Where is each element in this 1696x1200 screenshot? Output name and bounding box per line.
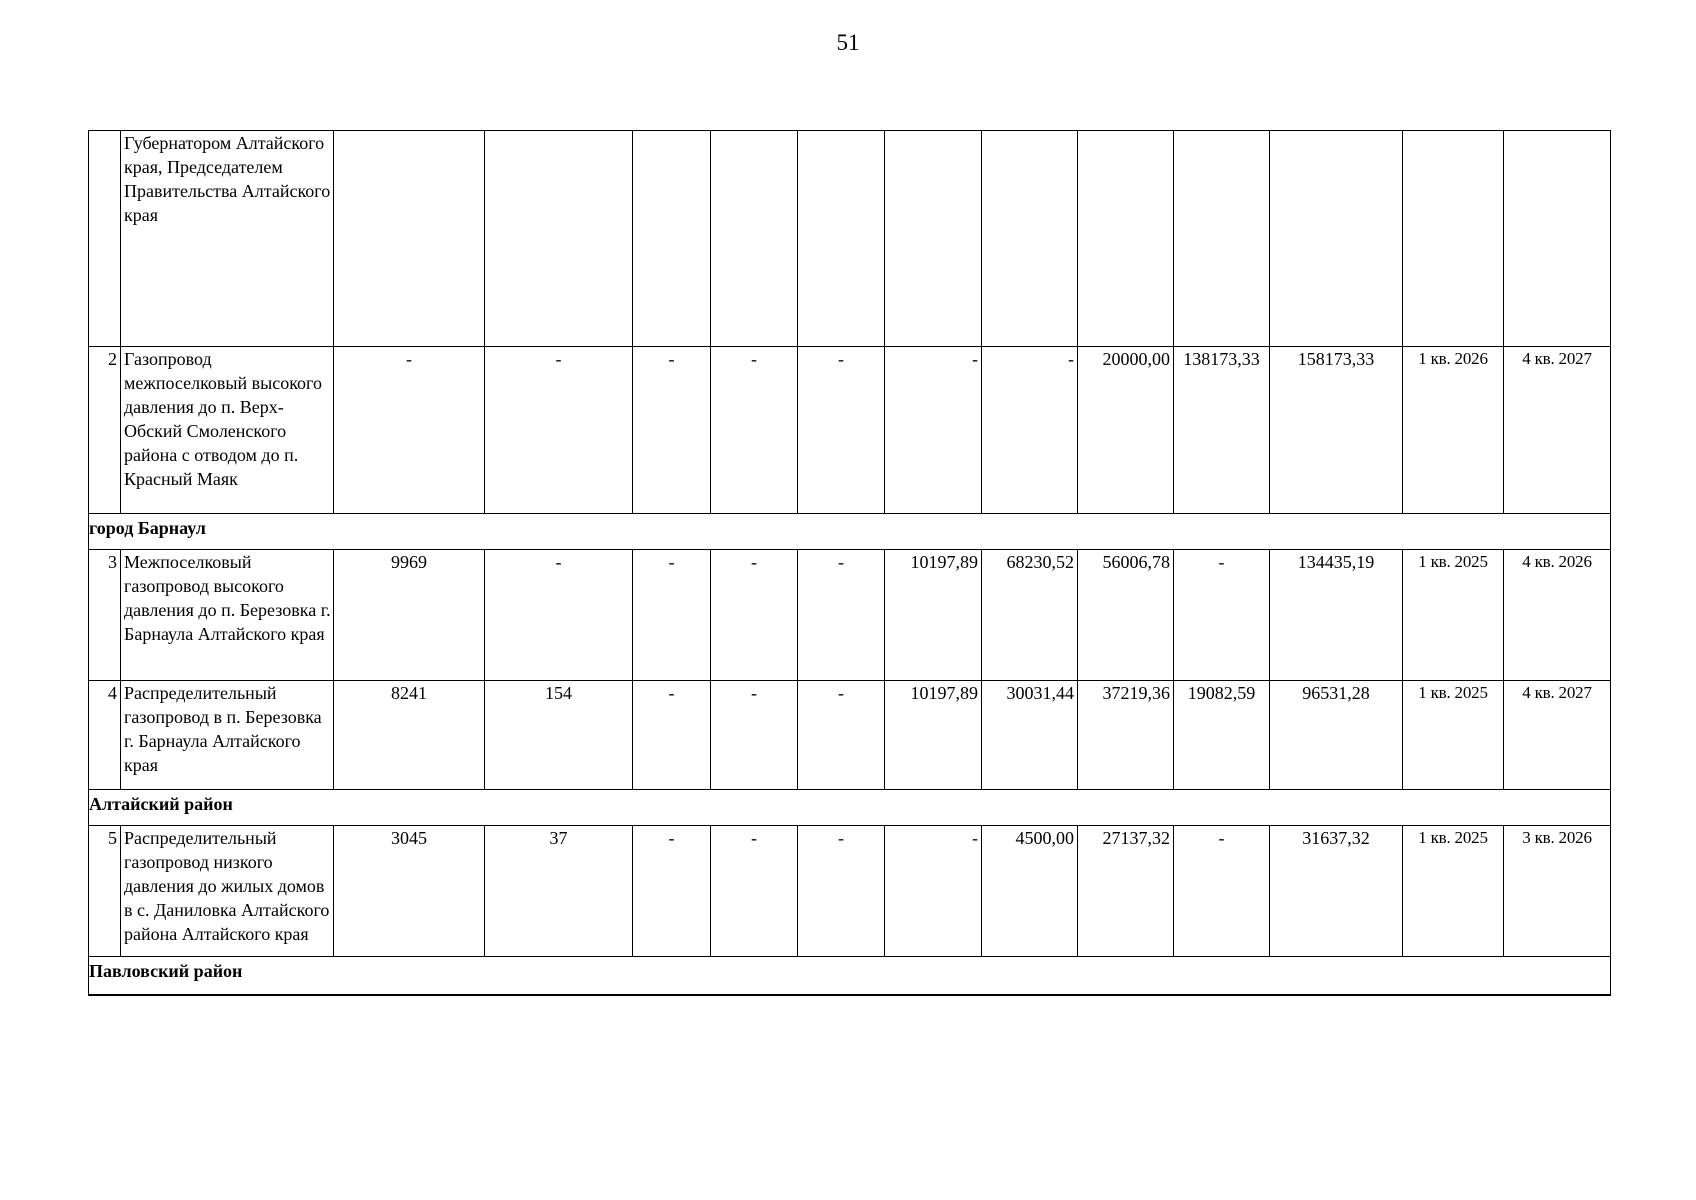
value-cell-5: -: [798, 347, 885, 514]
value-cell-5: -: [798, 826, 885, 957]
value-cell-6: 10197,89: [885, 550, 982, 681]
value-cell-4: -: [711, 826, 798, 957]
value-cell-4: -: [711, 550, 798, 681]
value-cell-1: 9969: [334, 550, 485, 681]
value-cell-9: [1174, 131, 1270, 347]
total-cost-cell: 134435,19: [1270, 550, 1403, 681]
row-number-cell: 2: [89, 347, 121, 514]
object-name-cell: Губернатором Алтайского края, Председателем Правительства Алтайского края: [121, 131, 334, 347]
value-cell-5: [798, 131, 885, 347]
row-number-cell: 5: [89, 826, 121, 957]
table-row: [89, 131, 1611, 347]
end-date-cell: 4 кв. 2027: [1504, 347, 1611, 514]
start-date-cell: 1 кв. 2026: [1403, 347, 1504, 514]
value-cell-7: [982, 131, 1078, 347]
table-row: [89, 347, 1611, 514]
value-cell-7: -: [982, 347, 1078, 514]
value-cell-1: -: [334, 347, 485, 514]
total-cost-cell: [1270, 131, 1403, 347]
end-date-cell: 3 кв. 2026: [1504, 826, 1611, 957]
table-row: [89, 826, 1611, 957]
object-name-cell: Распределительный газопровод низкого давления до жилых домов в с. Даниловка Алтайского района Алтайского края: [121, 826, 334, 957]
total-cost-cell: 96531,28: [1270, 681, 1403, 790]
value-cell-8: [1078, 131, 1174, 347]
value-cell-8: 56006,78: [1078, 550, 1174, 681]
value-cell-6: 10197,89: [885, 681, 982, 790]
total-cost-cell: 158173,33: [1270, 347, 1403, 514]
value-cell-7: 68230,52: [982, 550, 1078, 681]
value-cell-9: -: [1174, 550, 1270, 681]
gas-pipeline-table: [88, 130, 1611, 996]
table-row: [89, 681, 1611, 790]
value-cell-9: 19082,59: [1174, 681, 1270, 790]
section-row: [89, 790, 1611, 826]
start-date-cell: 1 кв. 2025: [1403, 681, 1504, 790]
value-cell-6: [885, 131, 982, 347]
value-cell-4: [711, 131, 798, 347]
value-cell-8: 37219,36: [1078, 681, 1174, 790]
value-cell-8: 20000,00: [1078, 347, 1174, 514]
value-cell-2: -: [485, 550, 633, 681]
value-cell-3: -: [633, 347, 711, 514]
row-number-cell: 4: [89, 681, 121, 790]
start-date-cell: [1403, 131, 1504, 347]
value-cell-2: 154: [485, 681, 633, 790]
value-cell-8: 27137,32: [1078, 826, 1174, 957]
end-date-cell: 4 кв. 2027: [1504, 681, 1611, 790]
total-cost-cell: 31637,32: [1270, 826, 1403, 957]
section-title: Павловский район: [89, 957, 1611, 995]
value-cell-4: -: [711, 347, 798, 514]
value-cell-2: -: [485, 347, 633, 514]
start-date-cell: 1 кв. 2025: [1403, 826, 1504, 957]
section-row: [89, 957, 1611, 995]
value-cell-2: 37: [485, 826, 633, 957]
page-number: 51: [836, 30, 860, 55]
section-title: Алтайский район: [89, 790, 1611, 826]
value-cell-7: 30031,44: [982, 681, 1078, 790]
value-cell-6: -: [885, 347, 982, 514]
row-number-cell: [89, 131, 121, 347]
value-cell-1: 3045: [334, 826, 485, 957]
value-cell-3: -: [633, 826, 711, 957]
value-cell-3: -: [633, 681, 711, 790]
table-row: [89, 550, 1611, 681]
value-cell-1: 8241: [334, 681, 485, 790]
section-title: город Барнаул: [89, 514, 1611, 550]
object-name-cell: Газопровод межпоселковый высокого давления до п. Верх-Обский Смоленского района с отводом до п. Красный Маяк: [121, 347, 334, 514]
value-cell-7: 4500,00: [982, 826, 1078, 957]
value-cell-5: -: [798, 550, 885, 681]
value-cell-9: -: [1174, 826, 1270, 957]
section-row: [89, 514, 1611, 550]
start-date-cell: 1 кв. 2025: [1403, 550, 1504, 681]
value-cell-5: -: [798, 681, 885, 790]
object-name-cell: Распределительный газопровод в п. Березовка г. Барнаула Алтайского края: [121, 681, 334, 790]
row-number-cell: 3: [89, 550, 121, 681]
value-cell-3: -: [633, 550, 711, 681]
value-cell-9: 138173,33: [1174, 347, 1270, 514]
value-cell-1: [334, 131, 485, 347]
object-name-cell: Межпоселковый газопровод высокого давления до п. Березовка г. Барнаула Алтайского края: [121, 550, 334, 681]
end-date-cell: 4 кв. 2026: [1504, 550, 1611, 681]
value-cell-2: [485, 131, 633, 347]
end-date-cell: [1504, 131, 1611, 347]
value-cell-3: [633, 131, 711, 347]
value-cell-4: -: [711, 681, 798, 790]
value-cell-6: -: [885, 826, 982, 957]
